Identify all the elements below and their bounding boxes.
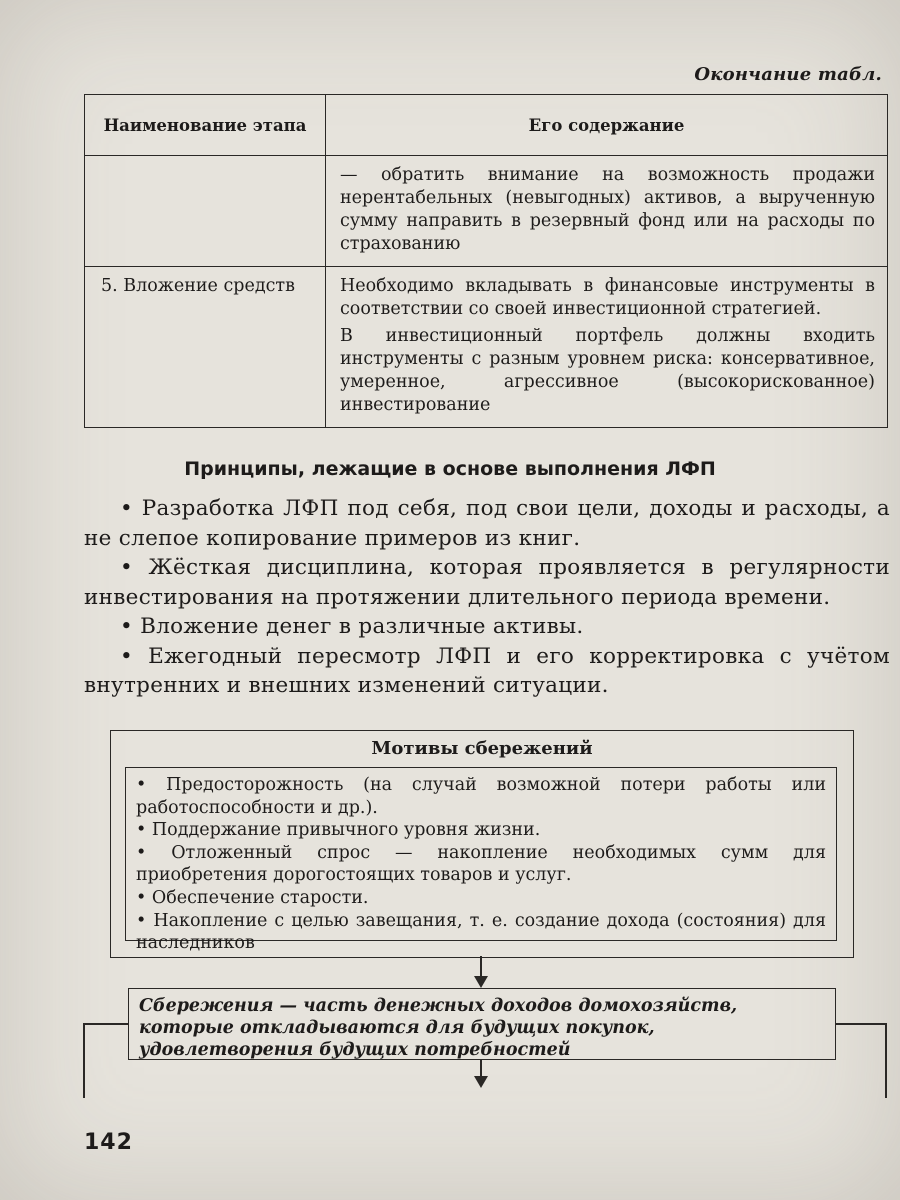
arrow-down-icon bbox=[474, 976, 488, 988]
stage-content-paragraph: — обратить внимание на возможность продажи нерентабельных (невыгодных) активов, а вырученную сумму направить в резервный фонд или на расходы по страхованию bbox=[340, 165, 875, 254]
savings-definition: — часть денежных доходов домохозяйств, которые откладываются для будущих покупок, удовлетворения будущих потребностей bbox=[139, 996, 738, 1060]
list-item: • Ежегодный пересмотр ЛФП и его корректировка с учётом внутренних и внешних изменений ситуации. bbox=[84, 642, 890, 701]
motives-heading: Мотивы сбережений bbox=[371, 738, 593, 759]
principles-heading: Принципы, лежащие в основе выполнения ЛФП bbox=[184, 458, 716, 480]
page-number: 142 bbox=[84, 1130, 133, 1155]
table-row bbox=[85, 156, 888, 267]
list-item: • Предосторожность (на случай возможной потери работы или работоспособности и др.). bbox=[136, 774, 826, 819]
arrow-down-icon bbox=[474, 1076, 488, 1088]
stage-content-paragraph: Необходимо вкладывать в финансовые инструменты в соответствии со своей инвестиционной стратегией. bbox=[340, 276, 875, 319]
table-row bbox=[85, 267, 888, 428]
table-header-row bbox=[85, 95, 888, 156]
list-item: • Отложенный спрос — накопление необходимых сумм для приобретения дорогостоящих товаров и услуг. bbox=[136, 842, 826, 887]
column-header-content: Его содержание bbox=[326, 95, 888, 156]
stage-name-cell bbox=[85, 156, 326, 267]
stage-content-paragraph: В инвестиционный портфель должны входить инструменты с разным уровнем риска: консервативное, умеренное, агрессивное (высокорискованное) инвестирование bbox=[340, 326, 875, 415]
savings-term: Сбережения bbox=[139, 996, 274, 1016]
list-item: • Разработка ЛФП под себя, под свои цели, доходы и расходы, а не слепое копирование примеров из книг. bbox=[84, 494, 890, 553]
connector-line-left bbox=[84, 1024, 128, 1098]
column-header-stage-name: Наименование этапа bbox=[85, 95, 326, 156]
savings-definition-box bbox=[128, 988, 836, 1060]
motives-inner-box bbox=[125, 767, 837, 954]
list-item: • Поддержание привычного уровня жизни. bbox=[136, 819, 826, 842]
principles-list bbox=[84, 494, 890, 701]
list-item: • Вложение денег в различные активы. bbox=[84, 612, 890, 642]
connector-line-right bbox=[836, 1024, 886, 1098]
table-continuation-note: Окончание табл. bbox=[694, 64, 882, 85]
stage-content-cell bbox=[326, 267, 888, 428]
motives-list bbox=[126, 768, 836, 961]
stage-name-cell: 5. Вложение средств bbox=[85, 267, 326, 428]
list-item: • Жёсткая дисциплина, которая проявляется в регулярности инвестирования на протяжении длительного периода времени. bbox=[84, 553, 890, 612]
list-item: • Накопление с целью завещания, т. е. создание дохода (состояния) для наследников bbox=[136, 910, 826, 955]
stages-table bbox=[84, 94, 888, 428]
motives-box bbox=[110, 730, 854, 958]
stage-content-cell bbox=[326, 156, 888, 267]
list-item: • Обеспечение старости. bbox=[136, 887, 826, 910]
